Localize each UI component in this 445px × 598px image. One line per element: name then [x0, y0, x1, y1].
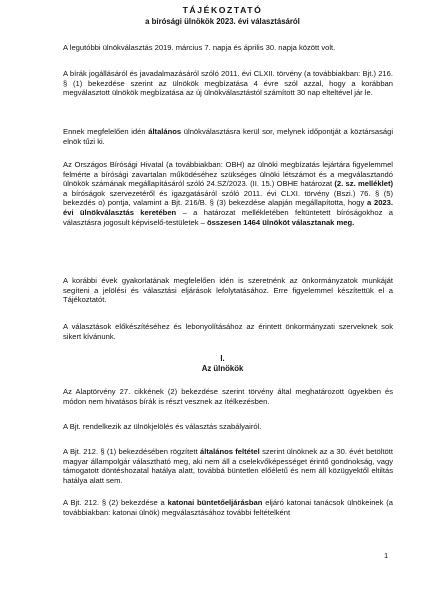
- section-title: Az ülnökök: [201, 364, 244, 373]
- bold-run: általános feltétel: [200, 447, 260, 456]
- paragraph-general-condition: [63, 447, 393, 485]
- bold-run: általános: [148, 127, 182, 136]
- paragraph-bjt-rules: A Bjt. rendelkezik az ülnökjelölés és választás szabályairól.: [63, 422, 262, 431]
- bold-run: összesen 1464 ülnököt választanak meg.: [206, 217, 355, 227]
- bold-run: (2. sz. melléklet): [334, 179, 394, 189]
- text-run: A Bjt. 212. § (2) bekezdése a: [63, 498, 168, 507]
- section-number: I.: [220, 354, 225, 363]
- text-run: eljáró katonai tanácsok ülnökeinek (a továbbiakban: katonai ülnök) megválasztásához további feltételként: [63, 498, 394, 517]
- paragraph-term-of-office: A bírák jogállásáról és javadalmazásáról szóló 2011. évi CLXII. törvény (a továbbiakban: Bjt.) 216. § (1) bekezdése szerint az ülnökök megbízatása 4 évre szól azzal, hogy a korábban megválasztott ülnökök megbízatása az új ülnökválasztástól számított 30 nap elteltével jár le.: [63, 69, 393, 98]
- text-run: a bíróságok szervezetéről és igazgatásáról szóló 2011. évi CLXI. törvény (Bszi.) 76. § (5) bekezdés o) pontja, valamint a Bjt. 216/B. § (3) bekezdése alapján megállapította, hogy: [63, 188, 393, 208]
- document-title: TÁJÉKOZTATÓ: [182, 5, 263, 15]
- bold-run: a 2023. évi ülnökválasztás keretében: [63, 198, 393, 217]
- text-run: Ennek megfelelően idén: [63, 127, 149, 136]
- text-run: Az Országos Bírósági Hivatal (a továbbiakban: OBH) az ülnöki megbízatás lejártára figyelemmel felmérte a bírósági zavartalan működéséhez szükséges ülnöki létszámot és a megválasztandó ülnökök számának megállapításáról szóló 24.SZ/2023. (II. 15.) OBHE határozat: [63, 160, 393, 189]
- paragraph-military-assessors: [63, 498, 393, 517]
- text-run: A Bjt. 212. § (1) bekezdésében rögzített: [63, 447, 201, 456]
- paragraph-fundamental-law: Az Alaptörvény 27. cikkének (2) bekezdése szerint törvény által meghatározott ügyekben és módon nem hivatásos bírák is részt vesznek az ítélkezésben.: [63, 387, 393, 406]
- text-run: – a határozat mellékletében feltüntetett bíróságokhoz a választásra jogosult képviselő-testületek –: [63, 207, 394, 227]
- page-number: 1: [384, 551, 389, 560]
- paragraph-general-election: [63, 127, 393, 146]
- text-run: szerint ülnöknek az a 30. évét betöltött magyar állampolgár választható meg, aki nem áll a cselekvőképességet érintő gondnokság, vagy támogatott döntéshozatal hatálya alatt, továbbá büntetlen előéletű és nem áll közügyektől eltiltás hatálya alatt sem.: [63, 447, 393, 485]
- bold-run: katonai büntetőeljárásban: [167, 498, 263, 507]
- document-subtitle: a bírósági ülnökök 2023. évi választásáról: [145, 17, 300, 26]
- text-run: ülnökválasztásra kerül sor, melynek időpontját a köztársasági elnök tűzi ki.: [63, 127, 394, 146]
- paragraph-last-election: A legutóbbi ülnökválasztás 2019. március 7. napja és április 30. napja között volt.: [63, 43, 336, 52]
- paragraph-good-luck: A választások előkészítéséhez és lebonyolításához az érintett önkormányzati szerveknek sok sikert kívánunk.: [63, 322, 393, 341]
- paragraph-obh-decision: [63, 160, 393, 227]
- paragraph-municipal-support: A korábbi évek gyakorlatának megfelelően idén is szeretnénk az önkormányzatok munkáját segíteni a jelölési és választási eljárások lefolytatásához. Erre figyelemmel készítettük el a Tájékoztatót.: [63, 276, 393, 305]
